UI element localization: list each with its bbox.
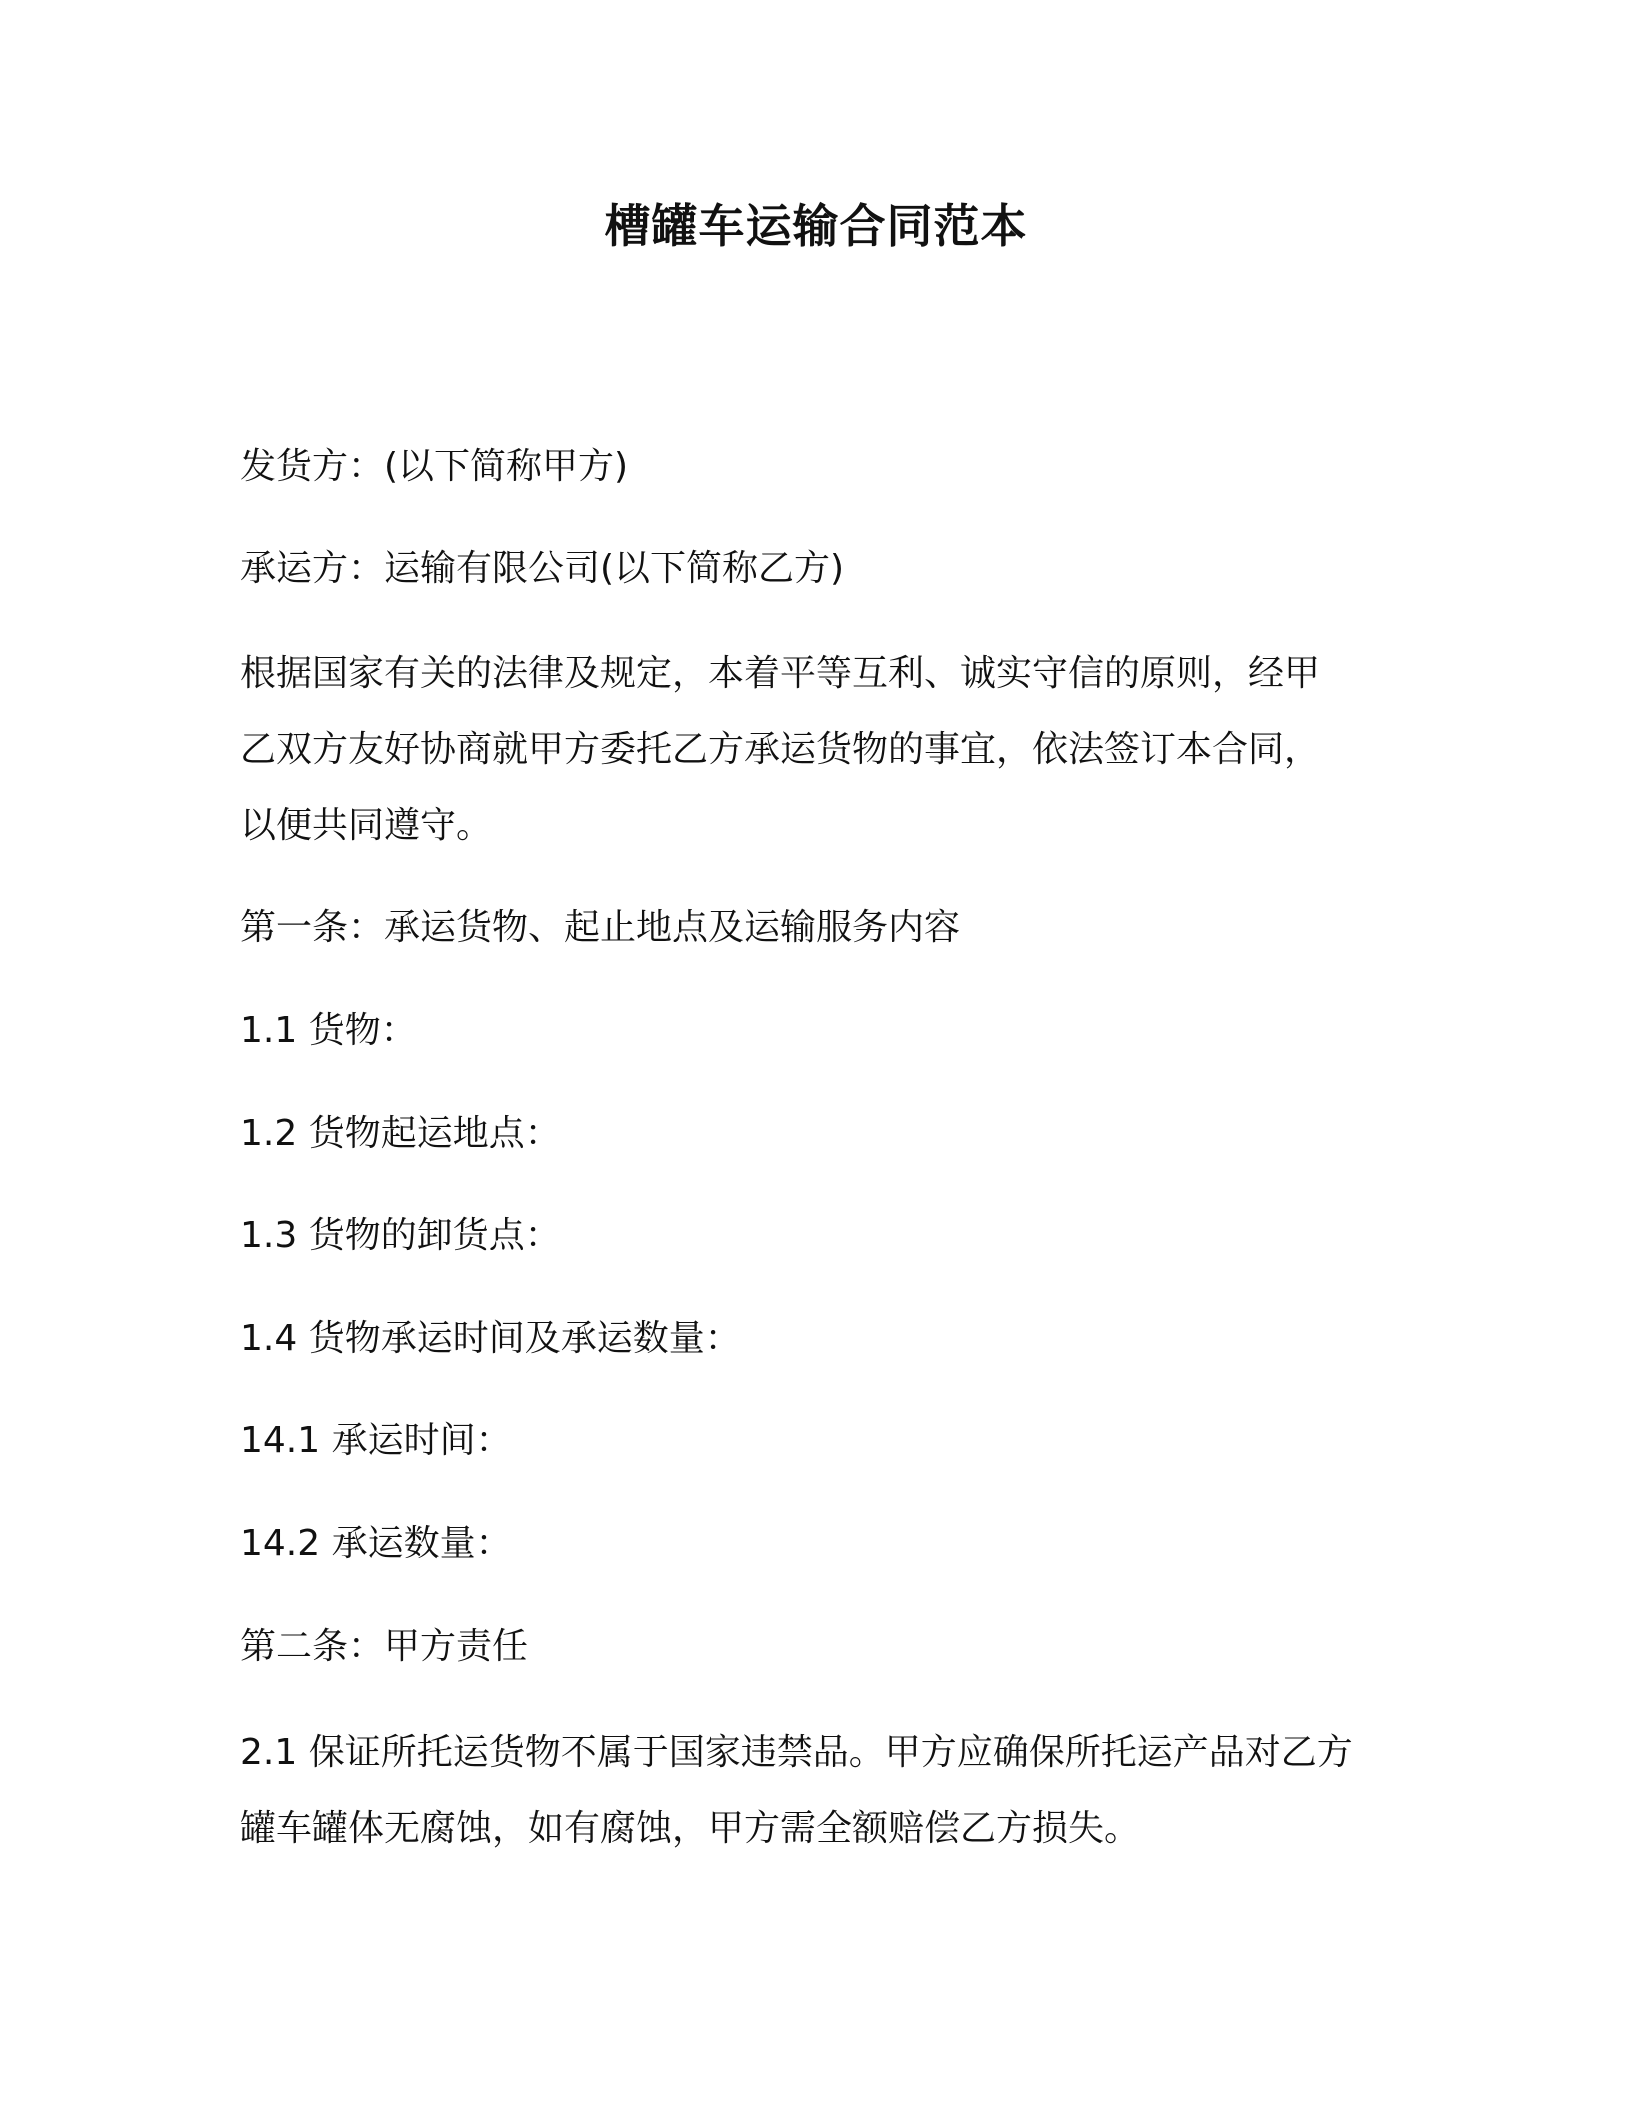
article1-item: 14.2 承运数量：	[240, 1523, 512, 1564]
article2-item-line: 罐车罐体无腐蚀，如有腐蚀，甲方需全额赔偿乙方损失。	[240, 1808, 1141, 1849]
article2-item-line: 2.1 保证所托运货物不属于国家违禁品。甲方应确保所托运产品对乙方	[240, 1732, 1353, 1773]
article1-item: 1.4 货物承运时间及承运数量：	[240, 1318, 741, 1359]
article1-item: 14.1 承运时间：	[240, 1420, 512, 1461]
article2-heading: 第二条：甲方责任	[240, 1626, 529, 1667]
article2-item-2-1	[240, 1715, 1400, 1867]
carrier-line: 承运方：运输有限公司(以下简称乙方)	[240, 548, 845, 589]
preamble-paragraph	[240, 636, 1400, 864]
article1-item: 1.3 货物的卸货点：	[240, 1215, 561, 1256]
preamble-line: 根据国家有关的法律及规定，本着平等互利、诚实守信的原则，经甲	[240, 653, 1321, 694]
article1-item: 1.1 货物：	[240, 1010, 417, 1051]
document-title: 槽罐车运输合同范本	[604, 199, 1028, 253]
article1-heading: 第一条：承运货物、起止地点及运输服务内容	[240, 907, 961, 948]
preamble-line: 以便共同遵守。	[240, 805, 493, 846]
preamble-line: 乙双方友好协商就甲方委托乙方承运货物的事宜，依法签订本合同，	[240, 729, 1321, 770]
article1-item: 1.2 货物起运地点：	[240, 1113, 561, 1154]
shipper-line: 发货方：(以下简称甲方)	[240, 446, 629, 487]
